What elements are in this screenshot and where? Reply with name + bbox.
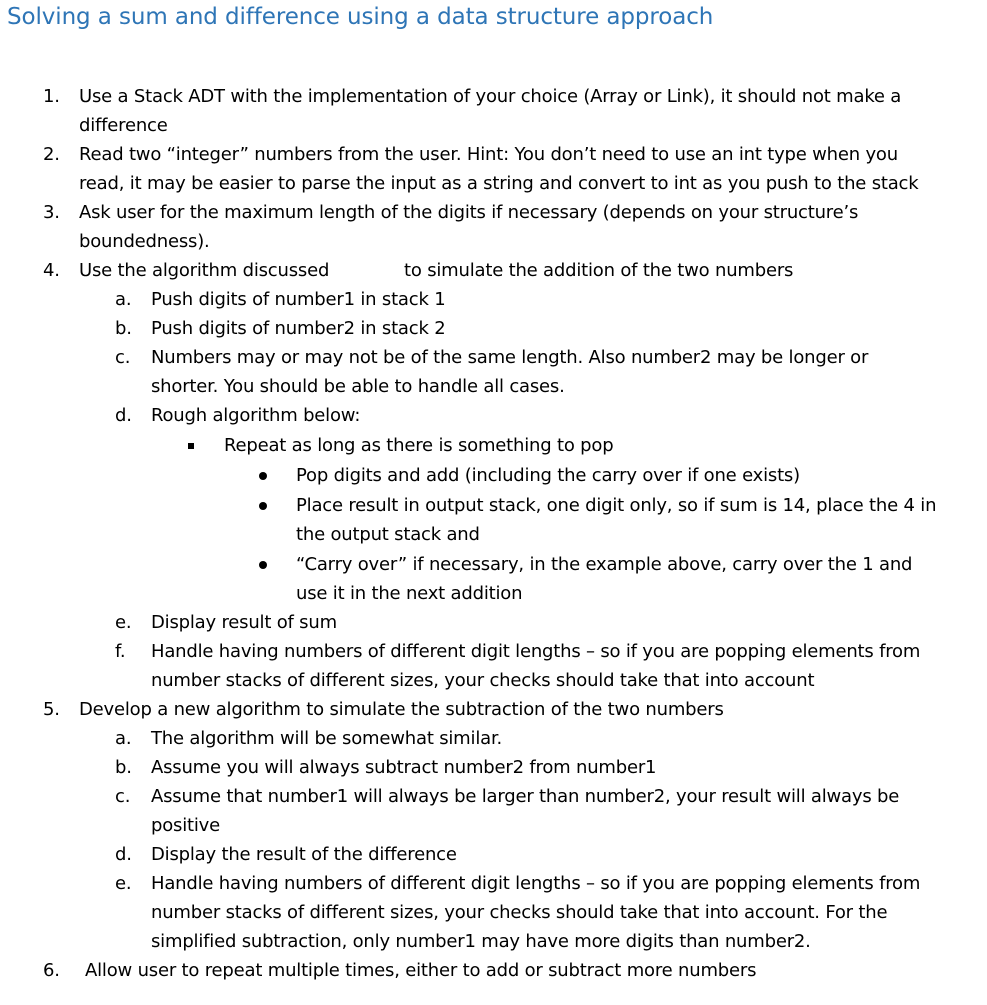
list-marker: d.	[115, 844, 132, 865]
list-item-text: Use the algorithm discussed	[79, 260, 330, 281]
list-item-text: difference	[79, 115, 168, 136]
list-item-text: Assume you will always subtract number2 from number1	[151, 757, 657, 778]
list-marker: a.	[115, 289, 132, 310]
list-item-text: Read two “integer” numbers from the user. Hint: You don’t need to use an int type when you	[79, 144, 898, 165]
list-marker: 3.	[43, 202, 60, 223]
list-item-text: Pop digits and add (including the carry over if one exists)	[296, 465, 800, 486]
list-item-text: Ask user for the maximum length of the digits if necessary (depends on your structure’s	[79, 202, 859, 223]
list-item-text: use it in the next addition	[296, 583, 523, 604]
list-item-text: Push digits of number2 in stack 2	[151, 318, 446, 339]
list-marker: b.	[115, 318, 132, 339]
list-item-text: “Carry over” if necessary, in the example above, carry over the 1 and	[296, 554, 913, 575]
list-item-text: Use a Stack ADT with the implementation of your choice (Array or Link), it should not make a	[79, 86, 902, 107]
list-marker: e.	[115, 873, 132, 894]
list-marker: 5.	[43, 699, 60, 720]
list-item-text: shorter. You should be able to handle all cases.	[151, 376, 565, 397]
list-marker: 1.	[43, 86, 60, 107]
list-item-text: positive	[151, 815, 221, 836]
list-item-text: number stacks of different sizes, your checks should take that into account. For the	[151, 902, 888, 923]
list-item-text: Handle having numbers of different digit lengths – so if you are popping elements from	[151, 641, 921, 662]
list-item-text: Display result of sum	[151, 612, 337, 633]
list-marker: 4.	[43, 260, 60, 281]
list-marker: 2.	[43, 144, 60, 165]
list-item-text: simplified subtraction, only number1 may have more digits than number2.	[151, 931, 811, 952]
list-item-text: number stacks of different sizes, your checks should take that into account	[151, 670, 815, 691]
list-item-text-continued: to simulate the addition of the two numbers	[404, 260, 794, 281]
list-marker: d.	[115, 405, 132, 426]
list-marker: c.	[115, 347, 131, 368]
list-marker: c.	[115, 786, 131, 807]
list-item-text: boundedness).	[79, 231, 210, 252]
bullet-icon	[259, 502, 267, 510]
list-item-text: read, it may be easier to parse the input as a string and convert to int as you push to the stack	[79, 173, 919, 194]
bullet-icon	[259, 472, 267, 480]
list-item-text: Place result in output stack, one digit only, so if sum is 14, place the 4 in	[296, 495, 937, 516]
list-marker: e.	[115, 612, 132, 633]
list-item-text: Numbers may or may not be of the same length. Also number2 may be longer or	[151, 347, 869, 368]
list-item-text: Allow user to repeat multiple times, either to add or subtract more numbers	[85, 960, 757, 981]
list-marker: b.	[115, 757, 132, 778]
list-item-text: Rough algorithm below:	[151, 405, 361, 426]
square-bullet-icon	[188, 443, 194, 449]
list-item-text: The algorithm will be somewhat similar.	[151, 728, 503, 749]
list-item-text: Assume that number1 will always be larger than number2, your result will always be	[151, 786, 900, 807]
list-item-text: Display the result of the difference	[151, 844, 457, 865]
list-marker: f.	[115, 641, 126, 662]
page-title: Solving a sum and difference using a data structure approach	[7, 4, 714, 30]
list-item-text: Develop a new algorithm to simulate the subtraction of the two numbers	[79, 699, 724, 720]
list-marker: a.	[115, 728, 132, 749]
list-item-text: Handle having numbers of different digit lengths – so if you are popping elements from	[151, 873, 921, 894]
bullet-icon	[259, 561, 267, 569]
list-item-text: Push digits of number1 in stack 1	[151, 289, 446, 310]
list-marker: 6.	[43, 960, 60, 981]
list-item-text: Repeat as long as there is something to pop	[224, 435, 614, 456]
list-item-text: the output stack and	[296, 524, 480, 545]
